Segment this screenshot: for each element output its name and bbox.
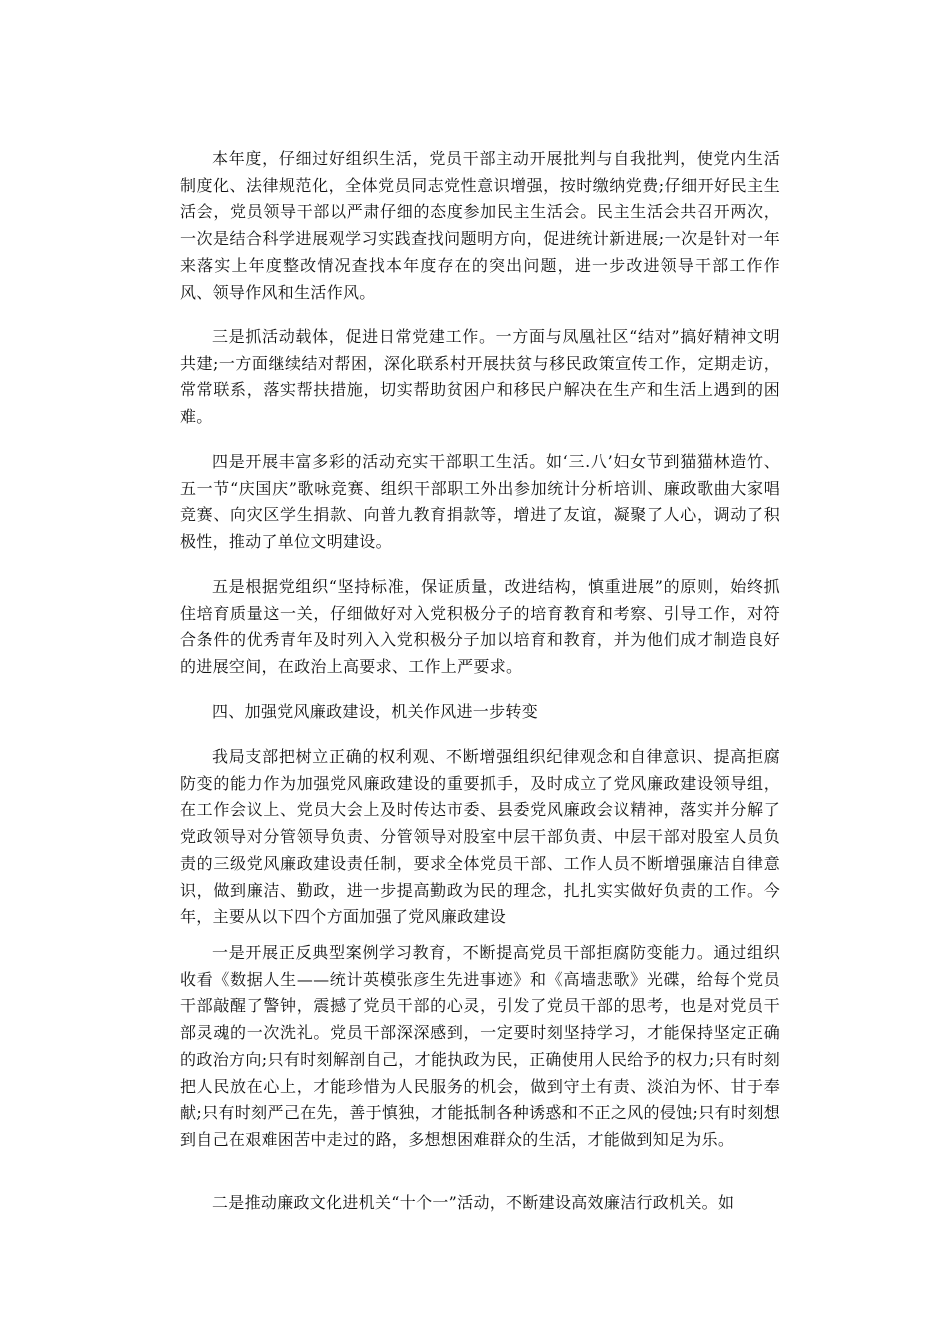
paragraph-training-quality: 五是根据党组织“坚持标准，保证质量，改进结构，慎重进展”的原则，始终抓住培育质量这一关，仔细做好对入党积极分子的培育教育和考察、引导工作，对符合条件的优秀青年及时列入入党积极分子加以培育和教育，并为他们成才制造良好的进展空间，在政治上高要求、工作上严要求。 (180, 577, 780, 677)
section-heading-integrity: 四、加强党风廉政建设，机关作风进一步转变 (212, 702, 539, 721)
paragraph-party-life: 本年度，仔细过好组织生活，党员干部主动开展批判与自我批判，使党内生活制度化、法律规范化，全体党员同志党性意识增强，按时缴纳党费;仔细开好民主生活会，党员领导干部以严肃仔细的态度参加民主生活会。民主生活会共召开两次，一次是结合科学进展观学习实践查找问题明方向，促进统计新进展;一次是针对一年来落实上年度整改情况查找本年度存在的突出问题，进一步改进领导干部工作作风、领导作风和生活作风。 (180, 149, 780, 302)
paragraph-integrity-building: 我局支部把树立正确的权利观、不断增强组织纪律观念和自律意识、提高拒腐防变的能力作为加强党风廉政建设的重要抓手，及时成立了党风廉政建设领导组，在工作会议上、党员大会上及时传达市委、县委党风廉政会议精神，落实并分解了党政领导对分管领导负责、分管领导对股室中层干部负责、中层干部对股室人员负责的三级党风廉政建设责任制，要求全体党员干部、工作人员不断增强廉洁自律意识，做到廉洁、勤政，进一步提高勤政为民的理念，扎扎实实做好负责的工作。今年，主要从以下四个方面加强了党风廉政建设 (180, 747, 780, 927)
paragraph-activity-carrier: 三是抓活动载体，促进日常党建工作。一方面与凤凰社区“结对”搞好精神文明共建;一方面继续结对帮困，深化联系村开展扶贫与移民政策宣传工作，定期走访，常常联系，落实帮扶措施，切实帮助贫困户和移民户解决在生产和生活上遇到的困难。 (180, 327, 780, 427)
paragraph-case-education: 一是开展正反典型案例学习教育，不断提高党员干部拒腐防变能力。通过组织收看《数据人生——统计英模张彦生先进事迹》和《高墙悲歌》光碟，给每个党员干部敲醒了警钟，震撼了党员干部的心灵，引发了党员干部的思考，也是对党员干部灵魂的一次洗礼。党员干部深深感到，一定要时刻坚持学习，才能保持坚定正确的政治方向;只有时刻解剖自己，才能执政为民，正确使用人民给予的权力;只有时刻把人民放在心上，才能珍惜为人民服务的机会，做到守土有责、淡泊为怀、甘于奉献;只有时刻严己在先，善于慎独，才能抵制各种诱惑和不正之风的侵蚀;只有时刻想到自己在艰难困苦中走过的路，多想想困难群众的生活，才能做到知足为乐。 (180, 943, 780, 1149)
paragraph-clean-culture: 二是推动廉政文化进机关“十个一”活动，不断建设高效廉洁行政机关。如 (212, 1193, 735, 1212)
paragraph-staff-activities: 四是开展丰富多彩的活动充实干部职工生活。如‘三.八’妇女节到猫猫林造竹、五一节“庆国庆”歌咏竞赛、组织干部职工外出参加统计分析培训、廉政歌曲大家唱竞赛、向灾区学生捐款、向普九教育捐款等，增进了友谊，凝聚了人心，调动了积极性，推动了单位文明建设。 (180, 452, 780, 552)
